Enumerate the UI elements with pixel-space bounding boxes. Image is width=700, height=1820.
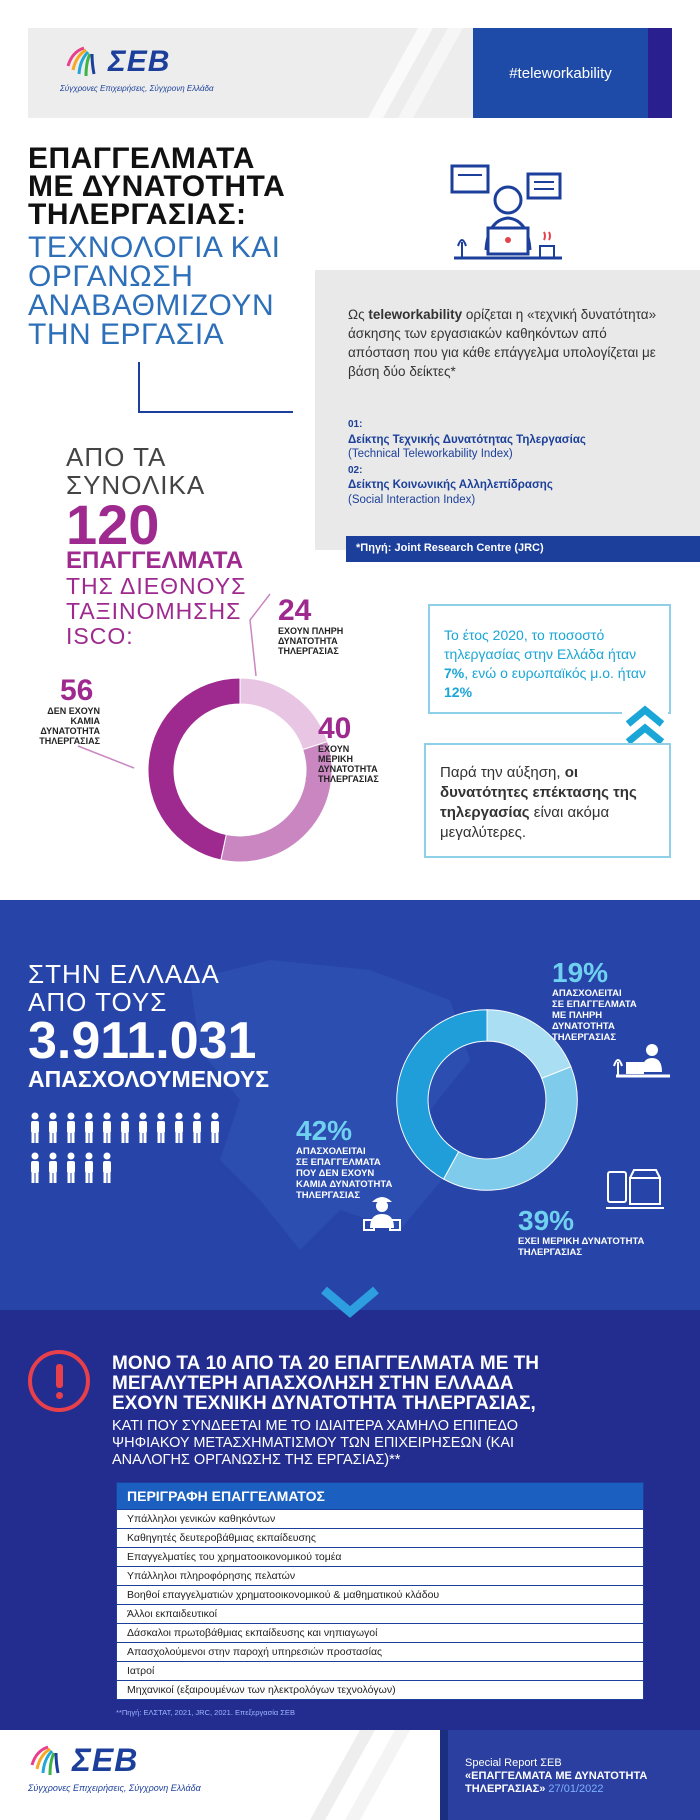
- seb-logo[interactable]: [64, 44, 170, 80]
- warning-icon: [28, 1350, 90, 1412]
- office-worker-icon: [612, 1042, 672, 1082]
- donut-label-full: 24 ΕΧΟΥΝ ΠΛΗΡΗ ΔΥΝΑΤΟΤΗΤΑ ΤΗΛΕΡΓΑΣΙΑΣ: [278, 594, 344, 656]
- definition-term: teleworkability: [368, 307, 463, 322]
- connector-line: [138, 411, 293, 413]
- definition-text: Ως teleworkability ορίζεται η «τεχνική δυνατότητα» άσκησης των εργασιακών καθηκόντων από απόσταση που για κάθε επάγγελμα υπολογίζεται με βάση δύο δείκτες*: [348, 307, 657, 379]
- occupations-source: **Πηγή: ΕΛΣΤΑΤ, 2021, JRC, 2021. Επεξεργασία ΣΕΒ: [116, 1708, 295, 1717]
- subtitle-line: ΤΗΝ ΕΡΓΑΣΙΑ: [28, 318, 225, 351]
- chevron-up-icon: [622, 704, 668, 748]
- table-row: Ιατροί: [117, 1661, 643, 1680]
- table-row: Υπάλληλοι πληροφόρησης πελατών: [117, 1566, 643, 1585]
- page-title: [28, 142, 318, 231]
- greece-intro: ΣΤΗΝ ΕΛΛΑΔΑ ΑΠΟ ΤΟΥΣ: [28, 959, 220, 1017]
- employment-label-none: 42% ΑΠΑΣΧΟΛΕΙΤΑΙ ΣΕ ΕΠΑΓΓΕΛΜΑΤΑ ΠΟΥ ΔΕΝ ΕΧΟΥΝ ΚΑΜΙΑ ΔΥΝΑΤΟΤΗΤΑ ΤΗΛΕΡΓΑΣΙΑΣ: [296, 1115, 393, 1201]
- header-accent-bar: [648, 28, 672, 118]
- employment-label-partial: 39% ΕΧΕΙ ΜΕΡΙΚΗ ΔΥΝΑΤΟΤΗΤΑ ΤΗΛΕΡΓΑΣΙΑΣ: [518, 1205, 645, 1258]
- table-row: Μηχανικοί (εξαιρουμένων των ηλεκτρολόγων τεχνολόγων): [117, 1680, 643, 1699]
- connector-line: [74, 742, 144, 772]
- donut-segment-partial: [444, 1067, 578, 1190]
- employment-label-full: 19% ΑΠΑΣΧΟΛΕΙΤΑΙ ΣΕ ΕΠΑΓΓΕΛΜΑΤΑ ΜΕ ΠΛΗΡΗ ΔΥΝΑΤΟΤΗΤΑ ΤΗΛΕΡΓΑΣΙΑΣ: [552, 957, 637, 1043]
- seb-tagline: Σύγχρονες Επιχειρήσεις, Σύγχρονη Ελλάδα: [28, 1783, 201, 1793]
- header-panel: [28, 28, 473, 118]
- title-line: ΤΗΛΕΡΓΑΣΙΑΣ:: [28, 198, 247, 231]
- employed-number: 3.911.031: [28, 1012, 257, 1070]
- table-row: Δάσκαλοι πρωτοβάθμιας εκπαίδευσης και νηπιαγωγοί: [117, 1623, 643, 1642]
- teleworker-illustration-icon: [448, 160, 568, 270]
- totals-label: ΕΠΑΓΓΕΛΜΑΤΑ: [66, 547, 244, 574]
- people-pictogram-icon: [28, 1110, 238, 1190]
- index-list: [348, 418, 668, 507]
- subtitle-line: ΤΕΧΝΟΛΟΓΙΑ ΚΑΙ: [28, 231, 281, 264]
- donut-segment-full: [240, 678, 327, 750]
- telework-rate-box: Το έτος 2020, το ποσοστό τηλεργασίας στην Ελλάδα ήταν 7%, ενώ ο ευρωπαϊκός μ.ο. ήταν 12%: [428, 604, 671, 714]
- header-watermark-icon: [358, 28, 473, 118]
- subtitle-line: ΑΝΑΒΑΘΜΙΖΟΥΝ: [28, 289, 275, 322]
- footer-accent-bar: [440, 1730, 448, 1820]
- index-item: 02: Δείκτης Κοινωνικής Αλληλεπίδρασης (Social Interaction Index): [348, 464, 553, 506]
- seb-logo-text: ΣΕΒ: [108, 45, 171, 78]
- page-subtitle: [28, 233, 328, 349]
- table-row: Βοηθοί επαγγελματιών χρηματοοικονομικού & μαθηματικού κλάδου: [117, 1585, 643, 1604]
- footer-logo[interactable]: [28, 1742, 201, 1793]
- report-reference: Special Report ΣΕΒ «ΕΠΑΓΓΕΛΜΑΤΑ ΜΕ ΔΥΝΑΤΟΤΗΤΑ ΤΗΛΕΡΓΑΣΙΑΣ» 27/01/2022: [465, 1757, 648, 1795]
- connector-line: [240, 590, 280, 680]
- table-row: Άλλοι εκπαιδευτικοί: [117, 1604, 643, 1623]
- donut-label-none: 56 ΔΕΝ ΕΧΟΥΝ ΚΑΜΙΑ ΔΥΝΑΤΟΤΗΤΑ ΤΗΛΕΡΓΑΣΙΑΣ: [39, 674, 100, 746]
- title-line: ΜΕ ΔΥΝΑΤΟΤΗΤΑ: [28, 170, 286, 203]
- totals-intro: ΑΠΟ ΤΑ ΣΥΝΟΛΙΚΑ: [66, 442, 206, 500]
- table-row: Επαγγελματίες του χρηματοοικονομικού τομέα: [117, 1547, 643, 1566]
- table-row: Υπάλληλοι γενικών καθηκόντων: [117, 1509, 643, 1528]
- seb-tagline: Σύγχρονες Επιχειρήσεις, Σύγχρονη Ελλάδα: [60, 84, 214, 93]
- occupations-subtitle: ΚΑΤΙ ΠΟΥ ΣΥΝΔΕΕΤΑΙ ΜΕ ΤΟ ΙΔΙΑΙΤΕΡΑ ΧΑΜΗΛΟ ΕΠΙΠΕΔΟ ΨΗΦΙΑΚΟΥ ΜΕΤΑΣΧΗΜΑΤΙΣΜΟΥ ΤΩΝ ΕΠΙΧΕΙΡΗΣΕΩΝ (ΚΑΙ ΑΝΑΛΟΓΗΣ ΟΡΓΑΝΩΣΗΣ ΤΗΣ ΕΡΓΑΣΙΑΣ)**: [112, 1418, 518, 1468]
- table-header: ΠΕΡΙΓΡΑΦΗ ΕΠΑΓΓΕΛΜΑΤΟΣ: [117, 1483, 643, 1509]
- totals-number: 120: [66, 493, 160, 556]
- telework-potential-box: Παρά την αύξηση, οι δυνατότητες επέκτασης της τηλεργασίας είναι ακόμα μεγαλύτερες.: [424, 743, 671, 858]
- subtitle-line: ΟΡΓΑΝΩΣΗ: [28, 260, 194, 293]
- title-line: ΕΠΑΓΓΕΛΜΑΤΑ: [28, 142, 255, 175]
- occupations-table: [116, 1482, 644, 1700]
- totals-outro: ΤΗΣ ΔΙΕΘΝΟΥΣ ΤΑΞΙΝΟΜΗΣΗΣ ISCO:: [66, 573, 247, 649]
- table-row: Καθηγητές δευτεροβάθμιας εκπαίδευσης: [117, 1528, 643, 1547]
- seb-logo-icon: [64, 44, 106, 80]
- construction-worker-icon: [360, 1190, 404, 1234]
- hashtag-label[interactable]: #teleworkability: [473, 28, 648, 118]
- seb-logo-text: ΣΕΒ: [72, 1742, 139, 1778]
- index-item: 01: Δείκτης Τεχνικής Δυνατότητας Τηλεργασίας (Technical Teleworkability Index): [348, 419, 586, 460]
- occupations-title: ΜΟΝΟ ΤΑ 10 ΑΠΟ ΤΑ 20 ΕΠΑΓΓΕΛΜΑΤΑ ΜΕ ΤΗ ΜΕΓΑΛΥΤΕΡΗ ΑΠΑΣΧΟΛΗΣΗ ΣΤΗΝ ΕΛΛΑΔΑ ΕΧΟΥΝ ΤΕΧΝΙΚΗ ΔΥΝΑΤΟΤΗΤΑ ΤΗΛΕΡΓΑΣΙΑΣ,: [112, 1353, 539, 1414]
- source-note: *Πηγή: Joint Research Centre (JRC): [346, 536, 700, 562]
- chevron-down-icon: [318, 1284, 382, 1330]
- footer-watermark-icon: [290, 1730, 440, 1820]
- table-row: Απασχολούμενοι στην παροχή υπηρεσιών προστασίας: [117, 1642, 643, 1661]
- seb-logo-icon: [28, 1743, 70, 1779]
- connector-line: [138, 362, 140, 412]
- donut-label-partial: 40 ΕΧΟΥΝ ΜΕΡΙΚΗ ΔΥΝΑΤΟΤΗΤΑ ΤΗΛΕΡΓΑΣΙΑΣ: [318, 712, 379, 784]
- employed-label: ΑΠΑΣΧΟΛΟΥΜΕΝΟΥΣ: [28, 1066, 270, 1092]
- donut-segment-none: [148, 678, 240, 860]
